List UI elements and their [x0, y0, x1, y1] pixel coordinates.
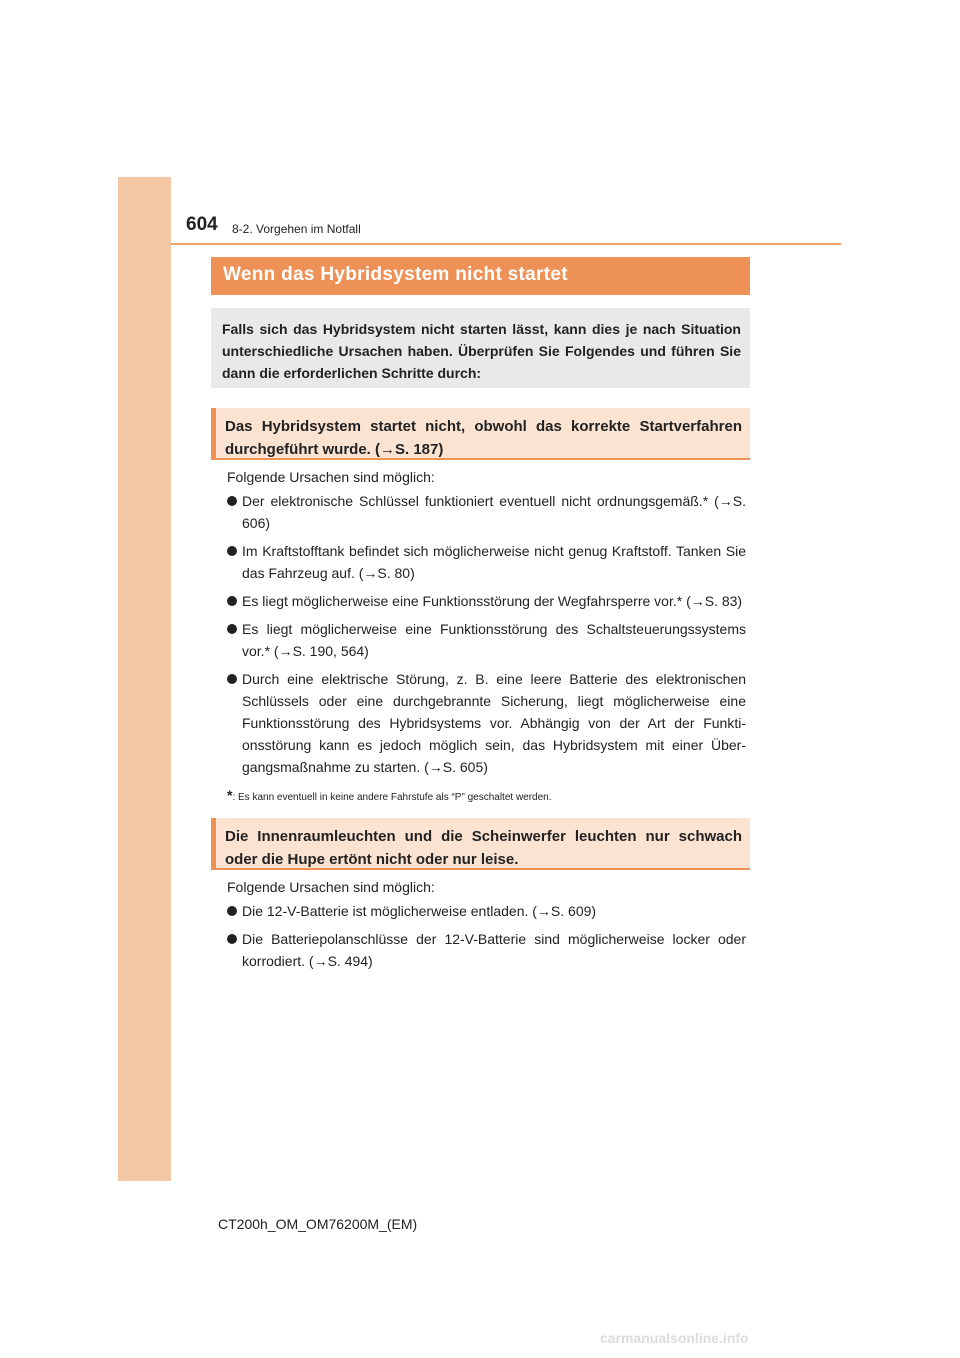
list-item: Durch eine elektrische Störung, z. B. eine leere Batterie des elektronischen Schlüssels oder eine durchgebrannte Sicherung, liegt möglicherweise eine Funktionsstörung des Hybridsystems vor. Abhängig von der Art der Funkti-onsstörung kann es jedoch möglich sein, das Hybridsystem mit einer Über-gangsmaßnahme zu starten. (→S. 605)	[214, 668, 746, 778]
list-item: Im Kraftstofftank befindet sich möglicherweise nicht genug Kraftstoff. Tanken Sie das Fahrzeug auf. (→S. 80)	[214, 540, 746, 584]
document-code: CT200h_OM_OM76200M_(EM)	[218, 1216, 418, 1232]
list-item: Die Batteriepolanschlüsse der 12-V-Batterie sind möglicherweise locker oder korrodiert. (→S. 494)	[214, 928, 746, 972]
bullet-icon	[227, 496, 237, 506]
bullet-icon	[227, 546, 237, 556]
footnote-mark: *	[227, 787, 233, 803]
section-title: Wenn das Hybridsystem nicht startet	[211, 257, 750, 295]
page-number: 604	[186, 214, 218, 235]
list-item: Es liegt möglicherweise eine Funktionsstörung der Wegfahrsperre vor.* (→S. 83)	[214, 590, 746, 612]
list-item: Es liegt möglicherweise eine Funktionsstörung des Schaltsteuerungssystems vor.* (→S. 190, 564)	[214, 618, 746, 662]
bullet-icon	[227, 674, 237, 684]
watermark: carmanualsonline.info	[600, 1330, 749, 1346]
causes-lead: Folgende Ursachen sind möglich:	[227, 469, 435, 485]
intro-text: Falls sich das Hybridsystem nicht starten lässt, kann dies je nach Situation unterschiedliche Ursachen haben. Überprüfen Sie Folgendes und führen Sie dann die erforderlichen Schritte durch:	[211, 308, 750, 388]
chapter-sidebar-tab	[118, 177, 171, 1181]
subheading-lights: Die Innenraumleuchten und die Scheinwerfer leuchten nur schwach oder die Hupe ertönt nicht oder nur leise.	[211, 818, 750, 870]
footnote: *: Es kann eventuell in keine andere Fahrstufe als “P” geschaltet werden.	[227, 787, 552, 803]
subheading-startup: Das Hybridsystem startet nicht, obwohl das korrekte Startverfahren durchgeführt wurde. (→S. 187)	[211, 408, 750, 460]
causes-lead: Folgende Ursachen sind möglich:	[227, 879, 435, 895]
bullet-icon	[227, 596, 237, 606]
bullet-icon	[227, 906, 237, 916]
causes-list-startup	[214, 490, 746, 784]
bullet-icon	[227, 624, 237, 634]
chapter-title: 8-2. Vorgehen im Notfall	[232, 222, 361, 236]
list-item: Die 12-V-Batterie ist möglicherweise entladen. (→S. 609)	[214, 900, 746, 922]
bullet-icon	[227, 934, 237, 944]
causes-list-lights	[214, 900, 746, 978]
header-divider	[171, 243, 841, 245]
list-item: Der elektronische Schlüssel funktioniert eventuell nicht ordnungsgemäß.* (→S. 606)	[214, 490, 746, 534]
